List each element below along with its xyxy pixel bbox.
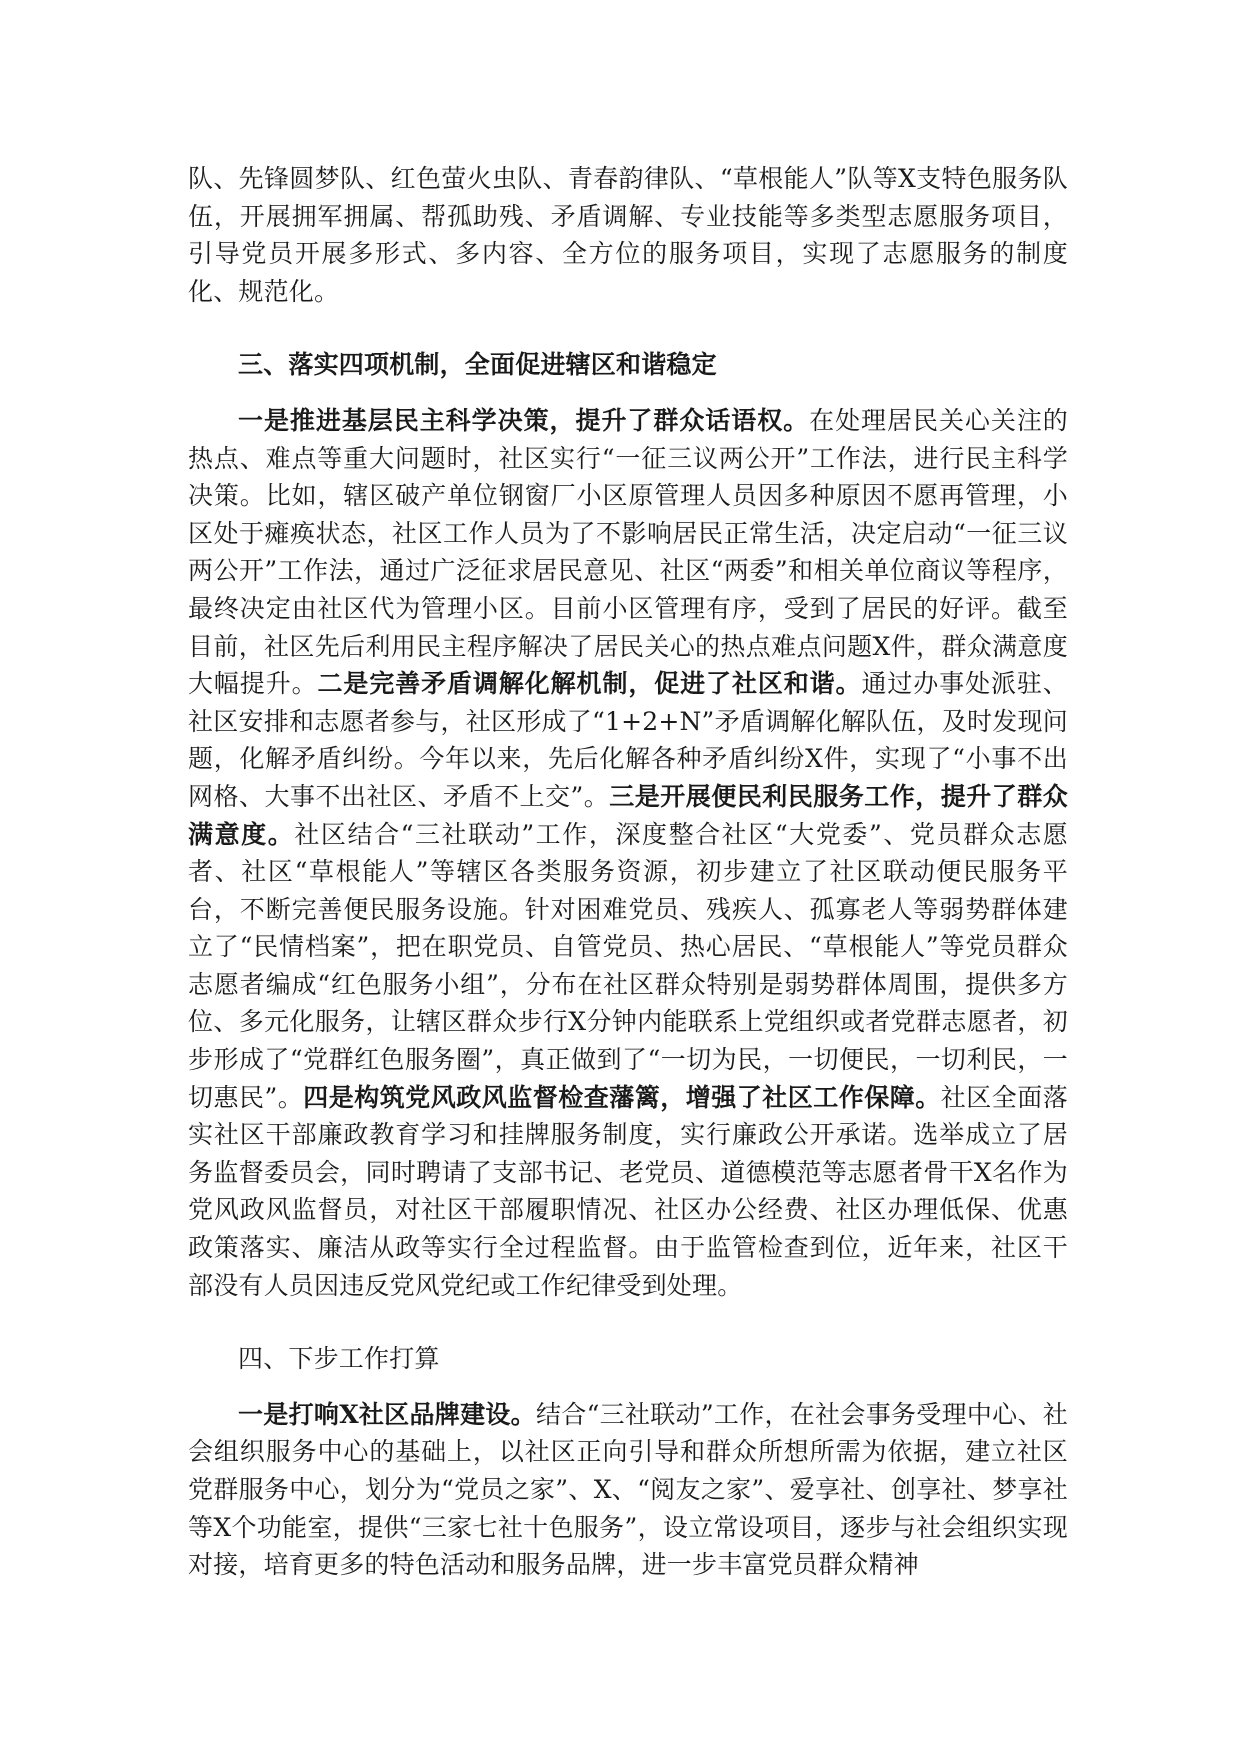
intro-paragraph: 队、先锋圆梦队、红色萤火虫队、青春韵律队、“草根能人”队等X支特色服务队伍，开展拥军拥属、帮孤助残、矛盾调解、专业技能等多类型志愿服务项目，引导党员开展多形式、多内容、全方位的服务项目，实现了志愿服务的制度化、规范化。 (188, 164, 1068, 306)
body-text-3: 社区结合“三社联动”工作，深度整合社区“大党委”、党员群众志愿者、社区“草根能人”等辖区各类服务资源，初步建立了社区联动便民服务平台，不断完善便民服务设施。针对困难党员、残疾人、孤寡老人等弱势群体建立了“民情档案”，把在职党员、自管党员、热心居民、“草根能人”等党员群众志愿者编成“红色服务小组”，分布在社区群众特别是弱势群体周围，提供多方位、多元化服务，让辖区群众步行X分钟内能联系上党组织或者党群志愿者，初步形成了“党群红色服务圈”，真正做到了“一切为民，一切便民，一切利民，一切惠民”。 (188, 819, 1069, 1112)
lead-sentence-2: 二是完善矛盾调解化解机制，促进了社区和谐。 (317, 669, 862, 699)
body-text-4: 社区全面落实社区干部廉政教育学习和挂牌服务制度，实行廉政公开承诺。选举成立了居务监督委员会，同时聘请了支部书记、老党员、道德模范等志愿者骨干X名作为党风政风监督员，对社区干部履职情况、社区办公经费、社区办理低保、优惠政策落实、廉洁从政等实行全过程监督。由于监管检查到位，近年来，社区干部没有人员因违反党风党纪或工作纪律受到处理。 (188, 1082, 1068, 1300)
lead-sentence-1: 一是推进基层民主科学决策，提升了群众话语权。 (238, 405, 810, 435)
lead-sentence-3: 三是开展便民利民服务工作，提升了群众满意度。 (188, 781, 1069, 849)
section-4-paragraph (188, 1396, 1068, 1584)
lead-sentence-4: 四是构筑党风政风监督检查藩篱，增强了社区工作保障。 (303, 1082, 941, 1112)
body-text-1: 结合“三社联动”工作，在社会事务受理中心、社会组织服务中心的基础上，以社区正向引导和群众所想所需为依据，建立社区党群服务中心，划分为“党员之家”、X、“阅友之家”、爱享社、创享社、梦享社等X个功能室，提供“三家七社十色服务”，设立常设项目，逐步与社会组织实现对接，培育更多的特色活动和服务品牌，进一步丰富党员群众精神 (188, 1399, 1068, 1580)
spacer (188, 1304, 1068, 1322)
body-text-2: 通过办事处派驻、社区安排和志愿者参与，社区形成了“1+2+N”矛盾调解化解队伍，及时发现问题，化解矛盾纠纷。今年以来，先后化解各种矛盾纠纷X件，实现了“小事不出网格、大事不出社区、矛盾不上交”。 (188, 669, 1068, 811)
body-text-1: 在处理居民关心关注的热点、难点等重大问题时，社区实行“一征三议两公开”工作法，进行民主科学决策。比如，辖区破产单位钢窗厂小区原管理人员因多种原因不愿再管理，小区处于瘫痪状态，社区工作人员为了不影响居民正常生活，决定启动“一征三议两公开”工作法，通过广泛征求居民意见、社区“两委”和相关单位商议等程序，最终决定由社区代为管理小区。目前小区管理有序，受到了居民的好评。截至目前，社区先后利用民主程序解决了居民关心的热点难点问题X件，群众满意度大幅提升。 (188, 405, 1068, 699)
document-page (188, 160, 1068, 1584)
section-heading-3: 三、落实四项机制，全面促进辖区和谐稳定 (238, 350, 717, 380)
section-3-paragraph (188, 402, 1068, 1304)
section-heading-4: 四、下步工作打算 (238, 1344, 440, 1374)
lead-sentence-1: 一是打响X社区品牌建设。 (238, 1399, 536, 1429)
spacer (188, 310, 1068, 328)
